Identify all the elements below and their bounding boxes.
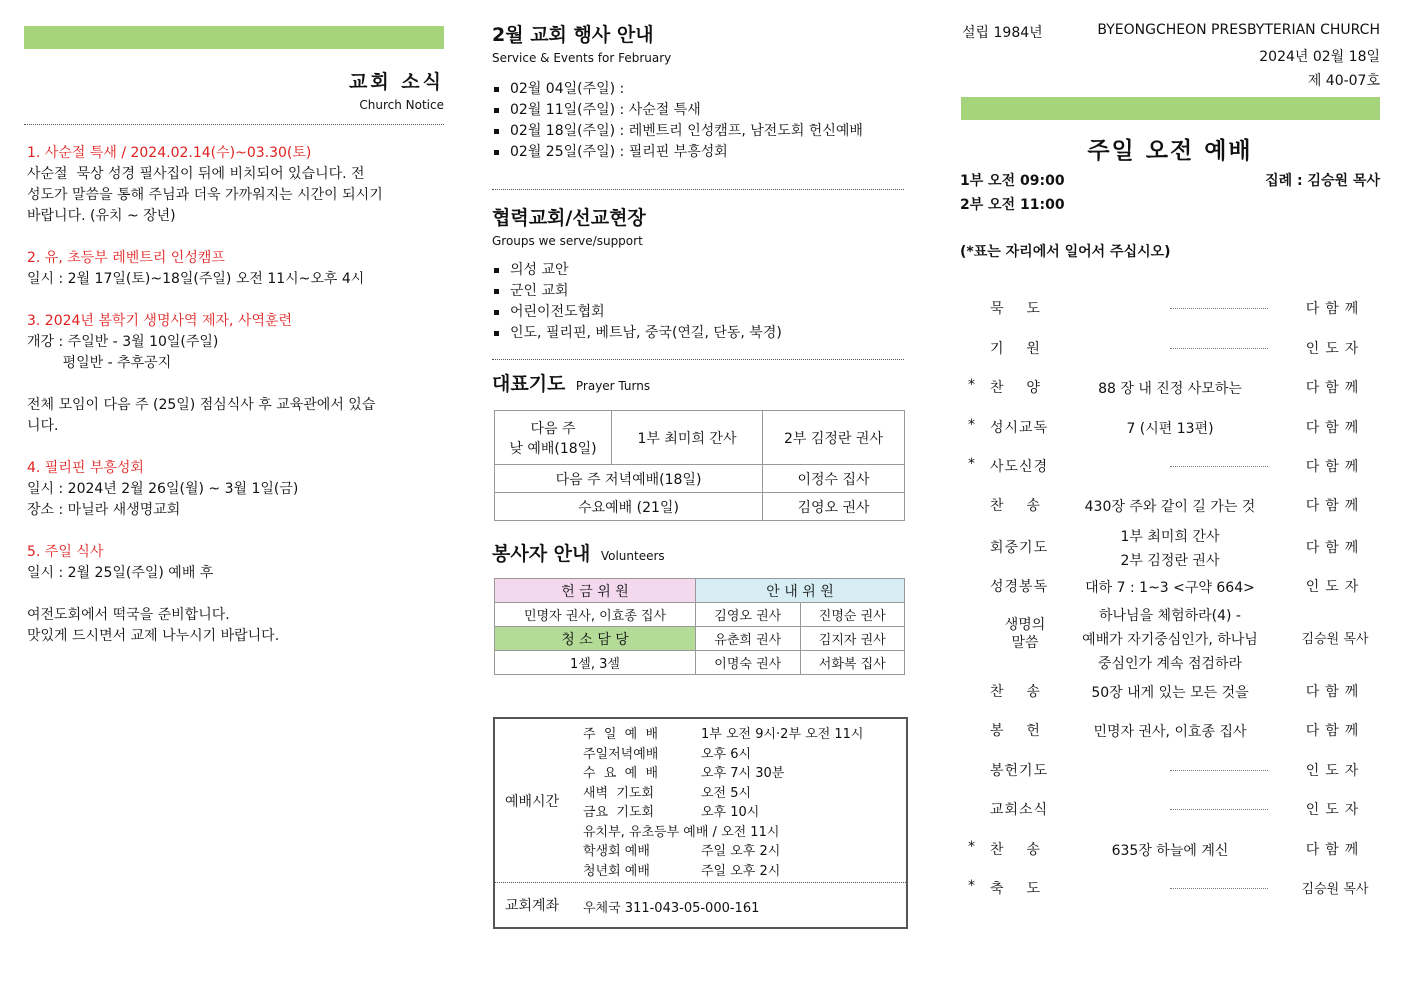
order-item-leader: 다함께 [1305,420,1365,436]
notice-item-line: 맛있게 드시면서 교제 나누시기 바랍니다. [27,628,280,644]
notice-item-heading: 5. 주일 식사 [27,544,104,560]
order-item-leader: 다함께 [1305,459,1365,475]
worship-times-list [583,723,893,879]
prayer-cell: 2부 김정란 권사 [763,411,905,465]
usher-name: 진명순 권사 [800,603,905,627]
order-row [960,525,1380,573]
order-item-detail: 민명자 권사, 이효종 집사 [1093,724,1247,740]
volunteers-title: 봉사자 안내 [492,543,591,565]
groups-subtitle: Groups we serve/support [492,234,643,248]
group-item: 의성 교안 [492,260,904,281]
church-notice-column [24,0,444,647]
order-item-name: 봉헌기도 [990,763,1049,779]
worship-time: 주일 오후 2시 [701,863,781,879]
worship-name: 금요 기도회 [583,805,655,820]
usher-name: 유춘희 권사 [696,627,801,651]
order-row [960,604,1380,676]
group-item: 어린이전도협회 [492,302,904,323]
order-row [960,377,1380,401]
order-item-name: 봉 헌 [990,723,1041,739]
founded-year: 설립 1984년 [962,25,1043,41]
notice-item-line: 여전도회에서 떡국을 준비합니다. [27,607,230,623]
prayer-cell: 다음 주 저녁예배(18일) [495,465,763,493]
volunteers-subtitle: Volunteers [600,549,665,563]
offering-names: 민명자 권사, 이효종 집사 [495,603,696,627]
order-item-detail: 88 장 내 진정 사모하는 [1098,381,1242,397]
cleaning-header: 청 소 담 당 [495,627,696,651]
church-name: BYEONGCHEON PRESBYTERIAN CHURCH [1097,22,1380,38]
order-row [960,576,1380,600]
worship-name: 주 일 예 배 [583,727,659,742]
notice-item-line: 성도가 말씀을 통해 주님과 더욱 가까워지는 시간이 되시기 [27,187,383,203]
worship-times-box [493,717,908,929]
order-row [960,495,1380,519]
notice-item-line [27,374,444,395]
notice-item-line: 전체 모임이 다음 주 (25일) 점심식사 후 교육관에서 있습 [27,397,376,413]
order-item-name: 찬 송 [990,498,1041,514]
worship-name: 유치부, 유초등부 예배 / 오전 11시 [583,824,780,840]
notice-item-line [27,584,444,605]
prayer-subtitle: Prayer Turns [575,379,651,393]
standing-marker: * [968,878,975,894]
events-column [492,0,904,675]
account-label: 교회계좌 [505,898,560,914]
spacer [27,437,444,458]
prayer-heading [492,369,904,396]
dotted-leader [1170,770,1268,771]
events-title: 2월 교회 행사 안내 [492,24,654,46]
order-item-leader: 다함께 [1305,498,1365,514]
first-service-time: 1부 오전 09:00 [960,173,1065,189]
order-item-name: 사도신경 [990,459,1049,475]
service-title: 주일 오전 예배 [1087,138,1253,164]
prayer-cell: 수요예배 (21일) [495,493,763,521]
volunteers-heading [492,539,904,566]
order-item-leader: 김승원 목사 [1301,632,1369,647]
event-item: 02월 11일(주일) : 사순절 특새 [492,100,904,121]
divider [492,359,904,360]
order-item-name: 기 원 [990,341,1041,357]
events-list [492,79,904,163]
usher-name: 김영오 권사 [696,603,801,627]
notice-item-line: 일시 : 2월 17일(토)~18일(주일) 오전 11시~오후 4시 [27,271,365,287]
order-item-name: 찬 양 [990,380,1041,396]
notice-item-line: 일시 : 2024년 2월 26일(월) ~ 3월 1일(금) [27,481,299,497]
order-item-leader: 인도자 [1305,802,1365,818]
worship-time: 1부 오전 9시·2부 오전 11시 [701,727,864,742]
order-item-name: 회중기도 [990,540,1049,556]
order-row [960,456,1380,480]
order-item-leader: 다함께 [1305,842,1365,858]
prayer-cell: 이정수 집사 [763,465,905,493]
dotted-leader [1170,466,1268,467]
worship-time: 오후 6시 [701,746,752,762]
green-header-bar [24,26,444,49]
prayer-cell: 김영오 권사 [763,493,905,521]
order-item-detail: 1부 최미희 간사 2부 김정란 권사 [1120,529,1220,569]
standing-marker: * [968,456,975,472]
usher-name: 서화복 집사 [800,651,905,675]
order-item-leader: 인도자 [1305,579,1365,595]
notice-list [27,143,444,647]
order-item-detail: 635장 하늘에 계신 [1111,843,1229,859]
notice-subtitle: Church Notice [359,98,444,112]
order-row [960,338,1380,362]
notice-item-line: 개강 : 주일반 - 3월 10일(주일) [27,334,219,350]
order-item-name: 성시교독 [990,420,1049,436]
notice-item-heading: 1. 사순절 특새 / 2024.02.14(수)~03.30(토) [27,145,312,161]
group-item: 인도, 필리핀, 베트남, 중국(연길, 단동, 북경) [492,323,904,344]
group-item: 군인 교회 [492,281,904,302]
prayer-cell: 다음 주 낮 예배(18일) [495,411,612,465]
usher-name: 김지자 권사 [800,627,905,651]
order-item-leader: 다함께 [1305,723,1365,739]
offering-committee-header: 헌 금 위 원 [495,579,696,603]
order-row [960,720,1380,744]
dotted-leader [1170,308,1268,309]
notice-item-line: 일시 : 2월 25일(주일) 예배 후 [27,565,214,581]
groups-list [492,260,904,344]
prayer-title: 대표기도 [492,373,566,395]
notice-item-line: 바랍니다. (유치 ~ 장년) [27,208,176,224]
order-item-name: 성경봉독 [990,579,1049,595]
order-item-leader: 다함께 [1305,540,1365,556]
worship-name: 수 요 예 배 [583,766,659,781]
order-item-detail: 430장 주와 같이 길 가는 것 [1084,499,1256,515]
order-item-name: 찬 송 [990,842,1041,858]
bulletin-date: 2024년 02월 18일 [1259,49,1380,65]
worship-time: 오후 7시 30분 [701,766,785,781]
event-item: 02월 18일(주일) : 레벤트리 인성캠프, 남전도회 헌신예배 [492,121,904,142]
divider [492,189,904,190]
notice-item-heading: 3. 2024년 봄학기 생명사역 제자, 사역훈련 [27,313,293,329]
worship-time: 주일 오후 2시 [701,844,781,859]
order-item-detail: 하나님을 체험하라(4) - 예배가 자기중심인가, 하나님 중심인가 계속 점검하라 [1082,608,1258,672]
order-item-leader: 인도자 [1305,763,1365,779]
order-row [960,799,1380,823]
dotted-leader [1170,348,1268,349]
order-item-leader: 다함께 [1305,380,1365,396]
worship-time-row [583,723,893,743]
order-item-leader: 다함께 [1305,684,1365,700]
order-item-name: 교회소식 [990,802,1049,818]
cleaning-names: 1셀, 3셀 [495,651,696,675]
standing-marker: * [968,417,975,433]
notice-item-heading: 2. 유, 초등부 레벤트리 인성캠프 [27,250,225,266]
officiant: 집례 : 김승원 목사 [1265,173,1380,189]
notice-item-line: 장소 : 마닐라 새생명교회 [27,502,181,518]
order-row [960,681,1380,705]
order-row [960,839,1380,863]
issue-number: 제 40-07호 [1307,73,1380,89]
events-subtitle: Service & Events for February [492,51,672,65]
order-item-detail: 7 (시편 13편) [1126,421,1214,437]
prayer-cell: 1부 최미희 간사 [612,411,763,465]
account-number: 우체국 311-043-05-000-161 [583,901,760,916]
worship-name: 주일저녁예배 [583,746,659,762]
usher-name: 이명숙 권사 [696,651,801,675]
event-item: 02월 04일(주일) : [492,79,904,100]
worship-time: 오전 5시 [701,785,752,801]
dotted-leader [1170,888,1268,889]
order-item-name: 묵 도 [990,301,1041,317]
worship-time-row [583,821,893,841]
order-item-leader: 다함께 [1305,301,1365,317]
standing-note: (*표는 자리에서 일어서 주십시오) [960,244,1171,260]
worship-name: 청년회 예배 [583,863,650,879]
worship-name: 새벽 기도회 [583,785,655,801]
notice-item-line: 니다. [27,418,59,434]
worship-time-row [583,743,893,763]
notice-item-line: 평일반 - 추후공지 [27,355,172,371]
order-item-leader: 인도자 [1305,341,1365,357]
notice-item-heading: 4. 필리핀 부흥성회 [27,460,144,476]
order-item-detail: 50장 내게 있는 모든 것을 [1091,685,1249,701]
usher-committee-header: 안 내 위 원 [696,579,905,603]
worship-time-row [583,840,893,860]
worship-name: 학생회 예배 [583,844,650,859]
prayer-table [494,410,905,521]
worship-time-row [583,801,893,821]
order-item-name: 축 도 [990,881,1041,897]
order-row [960,417,1380,441]
notice-item-line: 사순절 묵상 성경 필사집이 뒤에 비치되어 있습니다. 전 [27,166,365,182]
worship-time-row [583,782,893,802]
order-item-name: 생명의 말씀 [1004,617,1046,651]
worship-times-label: 예배시간 [505,794,560,810]
divider [495,882,906,883]
spacer [27,227,444,248]
worship-time-row [583,762,893,782]
divider [24,124,444,125]
event-item: 02월 25일(주일) : 필리핀 부흥성회 [492,142,904,163]
standing-marker: * [968,839,975,855]
spacer [27,290,444,311]
order-item-detail: 대하 7 : 1~3 <구약 664> [1085,580,1255,596]
green-header-bar [961,97,1380,120]
spacer [27,521,444,542]
volunteers-table [494,578,905,675]
order-item-name: 찬 송 [990,684,1041,700]
groups-title: 협력교회/선교현장 [492,207,646,229]
order-row [960,298,1380,322]
worship-time-row [583,860,893,880]
order-row [960,878,1380,902]
order-row [960,760,1380,784]
worship-time: 오후 10시 [701,805,760,820]
notice-title: 교회 소식 [348,71,444,93]
order-item-leader: 김승원 목사 [1301,882,1369,897]
dotted-leader [1170,809,1268,810]
second-service-time: 2부 오전 11:00 [960,197,1065,213]
standing-marker: * [968,377,975,393]
